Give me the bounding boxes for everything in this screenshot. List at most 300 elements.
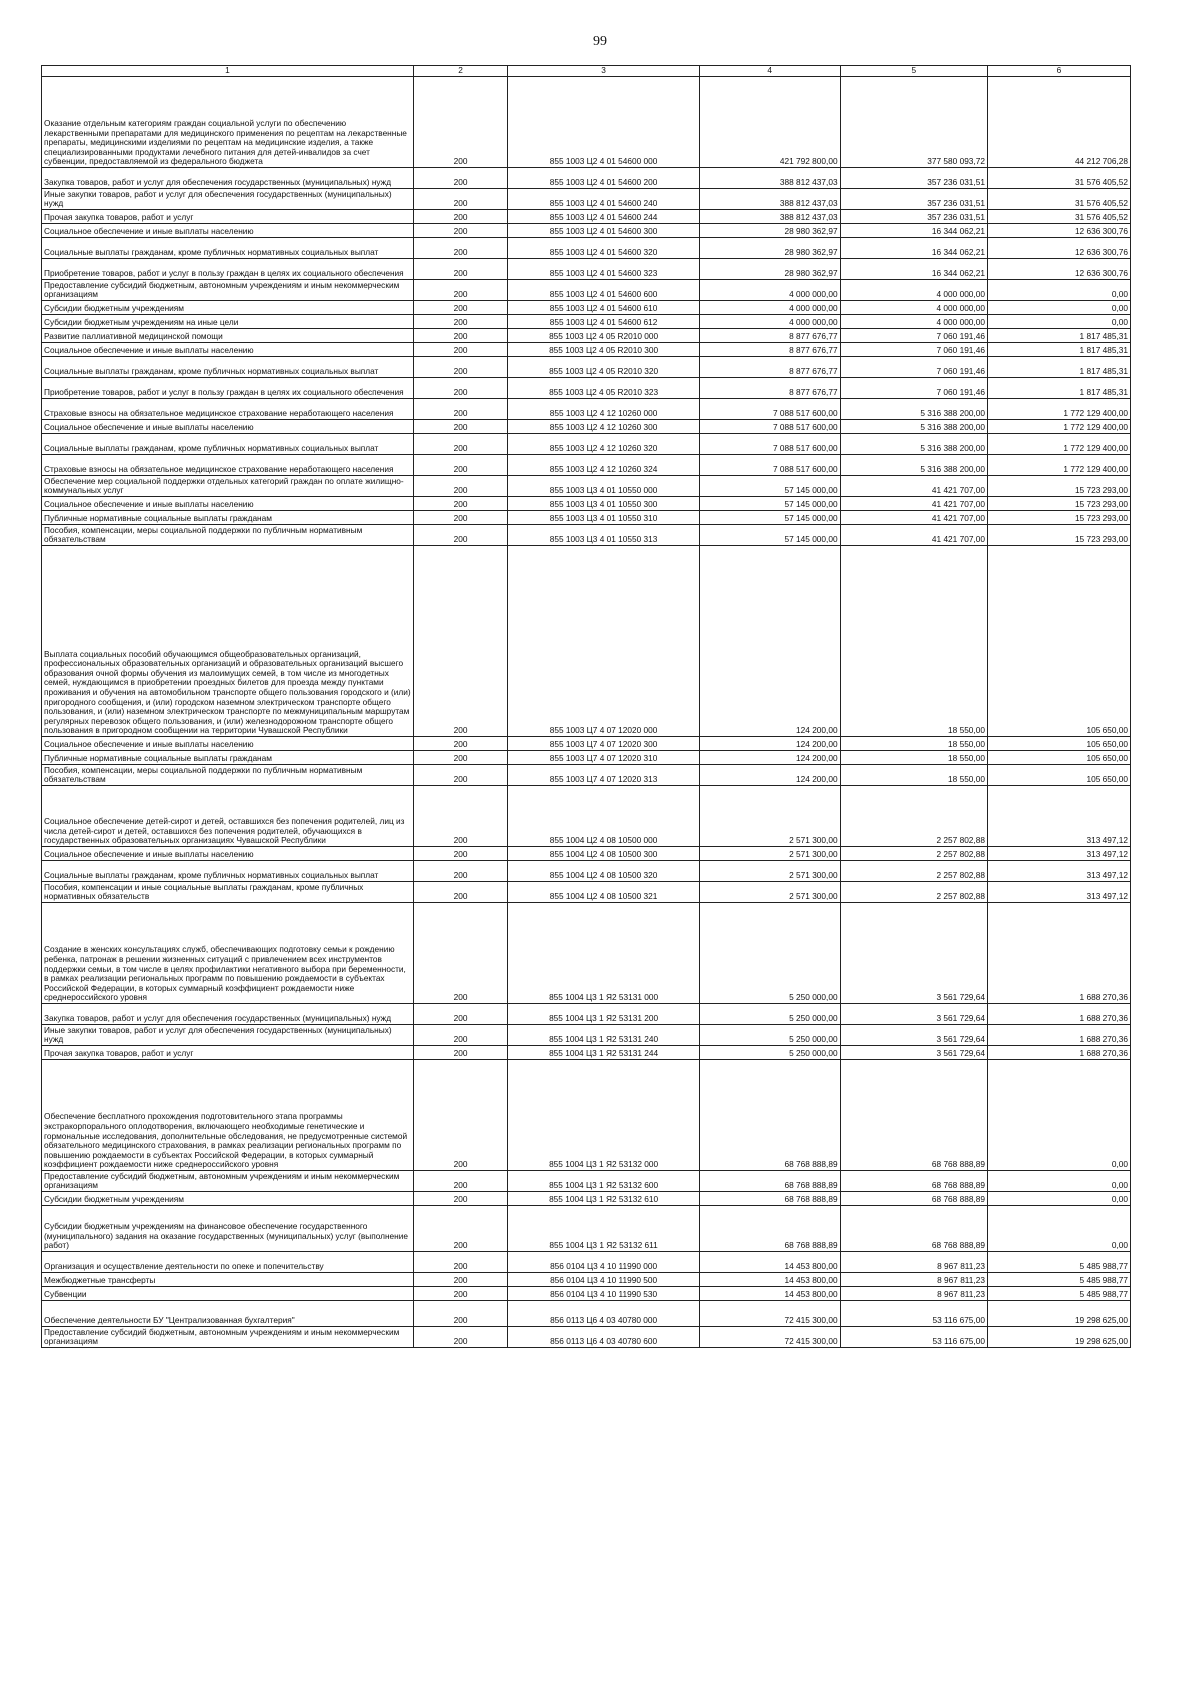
code-cell: 855 1003 Ц2 4 01 54600 300 [508, 224, 699, 238]
amount-cell: 31 576 405,52 [987, 168, 1130, 189]
amount-cell: 68 768 888,89 [840, 1192, 987, 1206]
amount-cell: 31 576 405,52 [987, 210, 1130, 224]
amount-cell: 41 421 707,00 [840, 476, 987, 497]
amount-cell: 0,00 [987, 301, 1130, 315]
row-label: Пособия, компенсации, меры социальной поддержки по публичным нормативным обязательствам [42, 525, 414, 546]
code-cell: 855 1003 Ц2 4 05 R2010 300 [508, 343, 699, 357]
header-cell: 3 [508, 66, 699, 77]
code-cell: 855 1003 Ц3 4 01 10550 300 [508, 497, 699, 511]
amount-cell: 7 088 517 600,00 [699, 420, 840, 434]
code-cell: 855 1003 Ц7 4 07 12020 313 [508, 765, 699, 786]
amount-cell: 7 060 191,46 [840, 329, 987, 343]
amount-cell: 3 561 729,64 [840, 1004, 987, 1025]
code-cell: 855 1003 Ц2 4 01 54600 320 [508, 238, 699, 259]
col2-cell: 200 [413, 189, 508, 210]
amount-cell: 12 636 300,76 [987, 224, 1130, 238]
row-label: Публичные нормативные социальные выплаты гражданам [42, 751, 414, 765]
amount-cell: 5 250 000,00 [699, 1046, 840, 1060]
row-label: Иные закупки товаров, работ и услуг для обеспечения государственных (муниципальных) нужд [42, 1025, 414, 1046]
row-label: Приобретение товаров, работ и услуг в пользу граждан в целях их социального обеспечения [42, 259, 414, 280]
col2-cell: 200 [413, 786, 508, 847]
code-cell: 855 1004 Ц3 1 Я2 53132 600 [508, 1171, 699, 1192]
col2-cell: 200 [413, 168, 508, 189]
header-cell: 1 [42, 66, 414, 77]
amount-cell: 44 212 706,28 [987, 77, 1130, 168]
row-label: Социальные выплаты гражданам, кроме публичных нормативных социальных выплат [42, 861, 414, 882]
amount-cell: 377 580 093,72 [840, 77, 987, 168]
col2-cell: 200 [413, 546, 508, 737]
col2-cell: 200 [413, 329, 508, 343]
amount-cell: 313 497,12 [987, 861, 1130, 882]
amount-cell: 8 877 676,77 [699, 343, 840, 357]
amount-cell: 72 415 300,00 [699, 1327, 840, 1348]
table-row [42, 546, 1131, 737]
amount-cell: 4 000 000,00 [840, 315, 987, 329]
row-label: Предоставление субсидий бюджетным, автономным учреждениям и иным некоммерческим организациям [42, 280, 414, 301]
table-row [42, 903, 1131, 1004]
amount-cell: 28 980 362,97 [699, 224, 840, 238]
row-label: Закупка товаров, работ и услуг для обеспечения государственных (муниципальных) нужд [42, 168, 414, 189]
amount-cell: 105 650,00 [987, 765, 1130, 786]
row-label: Субсидии бюджетным учреждениям [42, 301, 414, 315]
amount-cell: 4 000 000,00 [699, 315, 840, 329]
code-cell: 855 1004 Ц3 1 Я2 53131 200 [508, 1004, 699, 1025]
amount-cell: 357 236 031,51 [840, 168, 987, 189]
col2-cell: 200 [413, 301, 508, 315]
table-row [42, 378, 1131, 399]
code-cell: 855 1003 Ц7 4 07 12020 310 [508, 751, 699, 765]
amount-cell: 1 817 485,31 [987, 343, 1130, 357]
header-cell: 6 [987, 66, 1130, 77]
code-cell: 855 1004 Ц2 4 08 10500 321 [508, 882, 699, 903]
amount-cell: 57 145 000,00 [699, 497, 840, 511]
row-label: Страховые взносы на обязательное медицинское страхование неработающего населения [42, 399, 414, 420]
code-cell: 855 1004 Ц3 1 Я2 53131 240 [508, 1025, 699, 1046]
amount-cell: 28 980 362,97 [699, 238, 840, 259]
col2-cell: 200 [413, 1060, 508, 1171]
amount-cell: 5 250 000,00 [699, 903, 840, 1004]
amount-cell: 4 000 000,00 [840, 301, 987, 315]
amount-cell: 313 497,12 [987, 847, 1130, 861]
table-row [42, 1060, 1131, 1171]
amount-cell: 3 561 729,64 [840, 903, 987, 1004]
code-cell: 855 1003 Ц2 4 01 54600 000 [508, 77, 699, 168]
amount-cell: 1 688 270,36 [987, 1046, 1130, 1060]
code-cell: 855 1003 Ц2 4 05 R2010 000 [508, 329, 699, 343]
amount-cell: 1 688 270,36 [987, 1004, 1130, 1025]
col2-cell: 200 [413, 1252, 508, 1273]
code-cell: 855 1003 Ц7 4 07 12020 000 [508, 546, 699, 737]
col2-cell: 200 [413, 1004, 508, 1025]
amount-cell: 124 200,00 [699, 546, 840, 737]
amount-cell: 1 817 485,31 [987, 357, 1130, 378]
amount-cell: 72 415 300,00 [699, 1301, 840, 1327]
code-cell: 855 1003 Ц2 4 01 54600 240 [508, 189, 699, 210]
amount-cell: 421 792 800,00 [699, 77, 840, 168]
table-row [42, 511, 1131, 525]
table-row [42, 1252, 1131, 1273]
code-cell: 856 0104 Ц3 4 10 11990 000 [508, 1252, 699, 1273]
amount-cell: 14 453 800,00 [699, 1252, 840, 1273]
col2-cell: 200 [413, 525, 508, 546]
table-row [42, 1171, 1131, 1192]
row-label: Оказание отдельным категориям граждан социальной услуги по обеспечению лекарственными препаратами для медицинского применения по рецептам на лекарственные препараты, медицинскими изделиями по рецептам на медицинские изделия, а также специализированными продуктами лечебного питания для детей-инвалидов за счет субвенции, предоставляемой из федерального бюджета [42, 77, 414, 168]
amount-cell: 15 723 293,00 [987, 497, 1130, 511]
row-label: Социальное обеспечение и иные выплаты населению [42, 420, 414, 434]
amount-cell: 0,00 [987, 280, 1130, 301]
code-cell: 855 1003 Ц2 4 12 10260 300 [508, 420, 699, 434]
amount-cell: 2 571 300,00 [699, 847, 840, 861]
row-label: Обеспечение мер социальной поддержки отдельных категорий граждан по оплате жилищно-коммунальных услуг [42, 476, 414, 497]
amount-cell: 7 060 191,46 [840, 357, 987, 378]
code-cell: 855 1003 Ц2 4 01 54600 323 [508, 259, 699, 280]
amount-cell: 5 316 388 200,00 [840, 455, 987, 476]
row-label: Межбюджетные трансферты [42, 1273, 414, 1287]
row-label: Социальное обеспечение и иные выплаты населению [42, 343, 414, 357]
col2-cell: 200 [413, 1192, 508, 1206]
amount-cell: 7 088 517 600,00 [699, 399, 840, 420]
amount-cell: 5 250 000,00 [699, 1025, 840, 1046]
row-label: Организация и осуществление деятельности по опеке и попечительству [42, 1252, 414, 1273]
code-cell: 856 0113 Ц6 4 03 40780 600 [508, 1327, 699, 1348]
amount-cell: 18 550,00 [840, 546, 987, 737]
code-cell: 855 1004 Ц3 1 Я2 53132 610 [508, 1192, 699, 1206]
col2-cell: 200 [413, 357, 508, 378]
col2-cell: 200 [413, 224, 508, 238]
row-label: Прочая закупка товаров, работ и услуг [42, 1046, 414, 1060]
code-cell: 855 1004 Ц2 4 08 10500 000 [508, 786, 699, 847]
code-cell: 855 1003 Ц3 4 01 10550 313 [508, 525, 699, 546]
code-cell: 855 1004 Ц3 1 Я2 53131 244 [508, 1046, 699, 1060]
amount-cell: 1 772 129 400,00 [987, 455, 1130, 476]
row-label: Создание в женских консультациях служб, обеспечивающих подготовку семьи к рождению ребенка, патронаж в решении жизненных ситуаций с привлечением всех инструментов поддержки семьи, в том числе в целях профилактики негативного выбора при беременности, в рамках реализации региональных программ по повышению рождаемости в субъектах Российской Федерации, в которых суммарный коэффициент рождаемости ниже среднероссийского уровня [42, 903, 414, 1004]
amount-cell: 19 298 625,00 [987, 1301, 1130, 1327]
col2-cell: 200 [413, 861, 508, 882]
amount-cell: 357 236 031,51 [840, 189, 987, 210]
table-row [42, 786, 1131, 847]
amount-cell: 15 723 293,00 [987, 525, 1130, 546]
amount-cell: 8 967 811,23 [840, 1273, 987, 1287]
amount-cell: 68 768 888,89 [699, 1060, 840, 1171]
code-cell: 855 1004 Ц3 1 Я2 53131 000 [508, 903, 699, 1004]
table-row [42, 168, 1131, 189]
col2-cell: 200 [413, 476, 508, 497]
amount-cell: 313 497,12 [987, 882, 1130, 903]
code-cell: 856 0104 Ц3 4 10 11990 500 [508, 1273, 699, 1287]
col2-cell: 200 [413, 399, 508, 420]
amount-cell: 5 316 388 200,00 [840, 399, 987, 420]
table-row [42, 882, 1131, 903]
table-row [42, 1046, 1131, 1060]
amount-cell: 124 200,00 [699, 751, 840, 765]
table-row [42, 765, 1131, 786]
code-cell: 855 1003 Ц2 4 05 R2010 320 [508, 357, 699, 378]
amount-cell: 5 250 000,00 [699, 1004, 840, 1025]
amount-cell: 1 817 485,31 [987, 378, 1130, 399]
row-label: Развитие паллиативной медицинской помощи [42, 329, 414, 343]
amount-cell: 8 877 676,77 [699, 357, 840, 378]
table-row [42, 476, 1131, 497]
row-label: Субвенции [42, 1287, 414, 1301]
amount-cell: 0,00 [987, 315, 1130, 329]
amount-cell: 2 257 802,88 [840, 882, 987, 903]
amount-cell: 18 550,00 [840, 765, 987, 786]
table-row [42, 434, 1131, 455]
col2-cell: 200 [413, 765, 508, 786]
amount-cell: 388 812 437,03 [699, 210, 840, 224]
table-row [42, 238, 1131, 259]
amount-cell: 5 316 388 200,00 [840, 434, 987, 455]
header-cell: 5 [840, 66, 987, 77]
row-label: Социальные выплаты гражданам, кроме публичных нормативных социальных выплат [42, 434, 414, 455]
amount-cell: 68 768 888,89 [699, 1206, 840, 1252]
amount-cell: 57 145 000,00 [699, 511, 840, 525]
amount-cell: 16 344 062,21 [840, 224, 987, 238]
amount-cell: 1 688 270,36 [987, 903, 1130, 1004]
amount-cell: 15 723 293,00 [987, 511, 1130, 525]
amount-cell: 105 650,00 [987, 546, 1130, 737]
amount-cell: 7 060 191,46 [840, 343, 987, 357]
table-row [42, 329, 1131, 343]
amount-cell: 14 453 800,00 [699, 1273, 840, 1287]
row-label: Социальное обеспечение и иные выплаты населению [42, 737, 414, 751]
amount-cell: 1 688 270,36 [987, 1025, 1130, 1046]
amount-cell: 15 723 293,00 [987, 476, 1130, 497]
amount-cell: 4 000 000,00 [840, 280, 987, 301]
amount-cell: 105 650,00 [987, 751, 1130, 765]
col2-cell: 200 [413, 434, 508, 455]
amount-cell: 7 088 517 600,00 [699, 455, 840, 476]
col2-cell: 200 [413, 259, 508, 280]
amount-cell: 18 550,00 [840, 737, 987, 751]
header-row [42, 66, 1131, 77]
col2-cell: 200 [413, 1171, 508, 1192]
table-row [42, 1025, 1131, 1046]
col2-cell: 200 [413, 343, 508, 357]
row-label: Закупка товаров, работ и услуг для обеспечения государственных (муниципальных) нужд [42, 1004, 414, 1025]
page-number: 99 [593, 34, 607, 49]
code-cell: 855 1004 Ц2 4 08 10500 300 [508, 847, 699, 861]
amount-cell: 3 561 729,64 [840, 1025, 987, 1046]
amount-cell: 18 550,00 [840, 751, 987, 765]
table-row [42, 861, 1131, 882]
amount-cell: 4 000 000,00 [699, 301, 840, 315]
row-label: Пособия, компенсации, меры социальной поддержки по публичным нормативным обязательствам [42, 765, 414, 786]
table-row [42, 1301, 1131, 1327]
code-cell: 855 1004 Ц3 1 Я2 53132 611 [508, 1206, 699, 1252]
col2-cell: 200 [413, 1025, 508, 1046]
amount-cell: 12 636 300,76 [987, 238, 1130, 259]
amount-cell: 2 257 802,88 [840, 861, 987, 882]
amount-cell: 68 768 888,89 [699, 1171, 840, 1192]
row-label: Социальное обеспечение и иные выплаты населению [42, 224, 414, 238]
amount-cell: 41 421 707,00 [840, 511, 987, 525]
amount-cell: 28 980 362,97 [699, 259, 840, 280]
amount-cell: 41 421 707,00 [840, 525, 987, 546]
table-row [42, 751, 1131, 765]
table-row [42, 301, 1131, 315]
code-cell: 855 1003 Ц2 4 01 54600 200 [508, 168, 699, 189]
amount-cell: 53 116 675,00 [840, 1327, 987, 1348]
amount-cell: 4 000 000,00 [699, 280, 840, 301]
code-cell: 855 1003 Ц2 4 12 10260 000 [508, 399, 699, 420]
code-cell: 856 0104 Ц3 4 10 11990 530 [508, 1287, 699, 1301]
amount-cell: 357 236 031,51 [840, 210, 987, 224]
row-label: Иные закупки товаров, работ и услуг для обеспечения государственных (муниципальных) нужд [42, 189, 414, 210]
amount-cell: 68 768 888,89 [699, 1192, 840, 1206]
row-label: Страховые взносы на обязательное медицинское страхование неработающего населения [42, 455, 414, 476]
col2-cell: 200 [413, 847, 508, 861]
col2-cell: 200 [413, 1046, 508, 1060]
table-row [42, 399, 1131, 420]
amount-cell: 8 877 676,77 [699, 329, 840, 343]
row-label: Пособия, компенсации и иные социальные выплаты гражданам, кроме публичных нормативных обязательств [42, 882, 414, 903]
col2-cell: 200 [413, 210, 508, 224]
amount-cell: 0,00 [987, 1171, 1130, 1192]
amount-cell: 68 768 888,89 [840, 1060, 987, 1171]
amount-cell: 105 650,00 [987, 737, 1130, 751]
amount-cell: 1 772 129 400,00 [987, 399, 1130, 420]
col2-cell: 200 [413, 1327, 508, 1348]
col2-cell: 200 [413, 378, 508, 399]
amount-cell: 5 485 988,77 [987, 1287, 1130, 1301]
code-cell: 855 1003 Ц2 4 12 10260 324 [508, 455, 699, 476]
table-row [42, 455, 1131, 476]
table-row [42, 1273, 1131, 1287]
col2-cell: 200 [413, 1287, 508, 1301]
row-label: Субсидии бюджетным учреждениям [42, 1192, 414, 1206]
table-row [42, 224, 1131, 238]
row-label: Социальное обеспечение и иные выплаты населению [42, 847, 414, 861]
amount-cell: 388 812 437,03 [699, 189, 840, 210]
code-cell: 855 1003 Ц3 4 01 10550 000 [508, 476, 699, 497]
col2-cell: 200 [413, 238, 508, 259]
amount-cell: 0,00 [987, 1060, 1130, 1171]
amount-cell: 2 571 300,00 [699, 786, 840, 847]
amount-cell: 41 421 707,00 [840, 497, 987, 511]
table-row [42, 77, 1131, 168]
amount-cell: 388 812 437,03 [699, 168, 840, 189]
col2-cell: 200 [413, 1206, 508, 1252]
amount-cell: 57 145 000,00 [699, 476, 840, 497]
row-label: Предоставление субсидий бюджетным, автономным учреждениям и иным некоммерческим организациям [42, 1171, 414, 1192]
col2-cell: 200 [413, 1301, 508, 1327]
table-row [42, 1287, 1131, 1301]
header-cell: 4 [699, 66, 840, 77]
amount-cell: 2 257 802,88 [840, 847, 987, 861]
table-row [42, 420, 1131, 434]
col2-cell: 200 [413, 455, 508, 476]
table-row [42, 210, 1131, 224]
table-row [42, 189, 1131, 210]
row-label: Субсидии бюджетным учреждениям на иные цели [42, 315, 414, 329]
amount-cell: 8 967 811,23 [840, 1287, 987, 1301]
header-cell: 2 [413, 66, 508, 77]
table-row [42, 357, 1131, 378]
code-cell: 855 1003 Ц2 4 01 54600 244 [508, 210, 699, 224]
amount-cell: 7 088 517 600,00 [699, 434, 840, 455]
code-cell: 855 1004 Ц3 1 Я2 53132 000 [508, 1060, 699, 1171]
amount-cell: 2 257 802,88 [840, 786, 987, 847]
row-label: Социальное обеспечение и иные выплаты населению [42, 497, 414, 511]
table-row [42, 497, 1131, 511]
amount-cell: 7 060 191,46 [840, 378, 987, 399]
row-label: Социальные выплаты гражданам, кроме публичных нормативных социальных выплат [42, 238, 414, 259]
amount-cell: 2 571 300,00 [699, 882, 840, 903]
col2-cell: 200 [413, 420, 508, 434]
col2-cell: 200 [413, 903, 508, 1004]
code-cell: 855 1003 Ц2 4 01 54600 612 [508, 315, 699, 329]
amount-cell: 5 485 988,77 [987, 1273, 1130, 1287]
code-cell: 855 1003 Ц2 4 05 R2010 323 [508, 378, 699, 399]
code-cell: 855 1003 Ц7 4 07 12020 300 [508, 737, 699, 751]
table-row [42, 1206, 1131, 1252]
amount-cell: 0,00 [987, 1206, 1130, 1252]
table-row [42, 1327, 1131, 1348]
code-cell: 855 1003 Ц2 4 01 54600 600 [508, 280, 699, 301]
amount-cell: 1 817 485,31 [987, 329, 1130, 343]
amount-cell: 5 316 388 200,00 [840, 420, 987, 434]
col2-cell: 200 [413, 280, 508, 301]
col2-cell: 200 [413, 882, 508, 903]
amount-cell: 19 298 625,00 [987, 1327, 1130, 1348]
amount-cell: 3 561 729,64 [840, 1046, 987, 1060]
col2-cell: 200 [413, 737, 508, 751]
amount-cell: 8 877 676,77 [699, 378, 840, 399]
col2-cell: 200 [413, 497, 508, 511]
amount-cell: 1 772 129 400,00 [987, 420, 1130, 434]
amount-cell: 57 145 000,00 [699, 525, 840, 546]
amount-cell: 313 497,12 [987, 786, 1130, 847]
table-row [42, 737, 1131, 751]
table-row [42, 1192, 1131, 1206]
amount-cell: 68 768 888,89 [840, 1171, 987, 1192]
code-cell: 855 1003 Ц2 4 01 54600 610 [508, 301, 699, 315]
amount-cell: 68 768 888,89 [840, 1206, 987, 1252]
amount-cell: 124 200,00 [699, 765, 840, 786]
amount-cell: 16 344 062,21 [840, 259, 987, 280]
table-row [42, 280, 1131, 301]
amount-cell: 16 344 062,21 [840, 238, 987, 259]
amount-cell: 5 485 988,77 [987, 1252, 1130, 1273]
amount-cell: 8 967 811,23 [840, 1252, 987, 1273]
col2-cell: 200 [413, 751, 508, 765]
table-row [42, 315, 1131, 329]
table-row [42, 259, 1131, 280]
amount-cell: 53 116 675,00 [840, 1301, 987, 1327]
row-label: Обеспечение деятельности БУ "Централизованная бухгалтерия" [42, 1301, 414, 1327]
table-row [42, 847, 1131, 861]
col2-cell: 200 [413, 511, 508, 525]
code-cell: 856 0113 Ц6 4 03 40780 000 [508, 1301, 699, 1327]
row-label: Выплата социальных пособий обучающимся общеобразовательных организаций, профессиональных образовательных организаций и образовательных организаций высшего образования очной формы обучения из малоимущих семей, в том числе из многодетных семей, нуждающимся в приобретении проездных билетов для проезда между пунктами проживания и обучения на автомобильном транспорте общего пользования городского и (или) пригородного сообщения, и (или) городском наземном электрическом транспорте общего пользования, и (или) наземном электрическом транспорте по межмуниципальным маршрутам регулярных перевозок общего пользования, и (или) железнодорожном транспорте общего пользования в пригородном сообщении на территории Чувашской Республики [42, 546, 414, 737]
row-label: Социальные выплаты гражданам, кроме публичных нормативных социальных выплат [42, 357, 414, 378]
table-row [42, 343, 1131, 357]
row-label: Публичные нормативные социальные выплаты гражданам [42, 511, 414, 525]
amount-cell: 124 200,00 [699, 737, 840, 751]
table-row [42, 1004, 1131, 1025]
code-cell: 855 1003 Ц3 4 01 10550 310 [508, 511, 699, 525]
col2-cell: 200 [413, 77, 508, 168]
col2-cell: 200 [413, 1273, 508, 1287]
code-cell: 855 1004 Ц2 4 08 10500 320 [508, 861, 699, 882]
row-label: Социальное обеспечение детей-сирот и детей, оставшихся без попечения родителей, лиц из числа детей-сирот и детей, оставшихся без попечения родителей, обучающихся в государственных образовательных организациях Чувашской Республики [42, 786, 414, 847]
row-label: Субсидии бюджетным учреждениям на финансовое обеспечение государственного (муниципального) задания на оказание государственных (муниципальных) услуг (выполнение работ) [42, 1206, 414, 1252]
row-label: Приобретение товаров, работ и услуг в пользу граждан в целях их социального обеспечения [42, 378, 414, 399]
amount-cell: 1 772 129 400,00 [987, 434, 1130, 455]
code-cell: 855 1003 Ц2 4 12 10260 320 [508, 434, 699, 455]
row-label: Обеспечение бесплатного прохождения подготовительного этапа программы экстракорпорального оплодотворения, включающего необходимые генетические и гормональные исследования, дополнительные обследования, не предусмотренные системой обязательного медицинского страхования, в рамках реализации региональных программ по повышению рождаемости в субъектах Российской Федерации, в которых суммарный коэффициент рождаемости ниже среднероссийского уровня [42, 1060, 414, 1171]
